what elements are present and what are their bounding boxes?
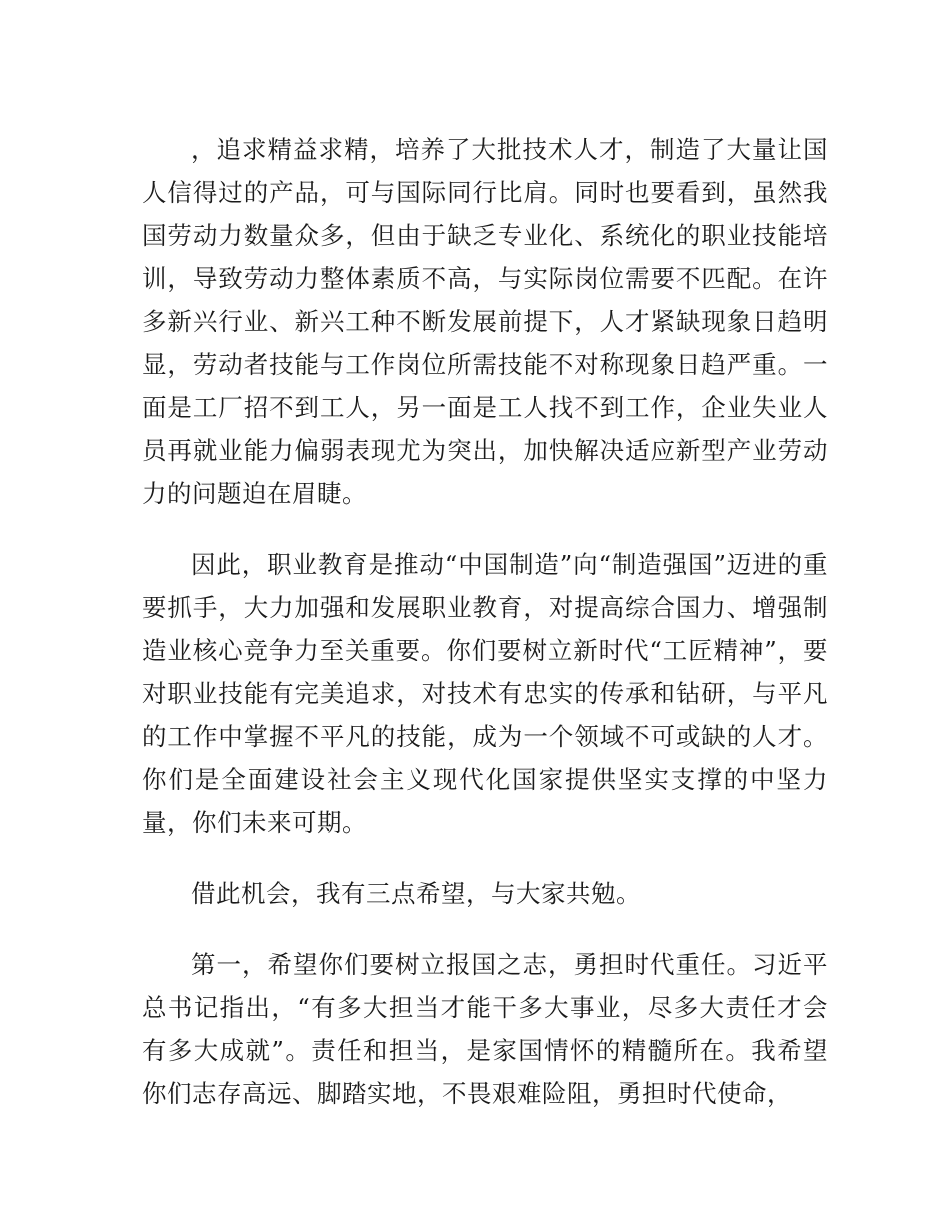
document-body bbox=[142, 128, 828, 1143]
paragraph-4: 第一，希望你们要树立报国之志，勇担时代重任。习近平总书记指出，“有多大担当才能干多大事业，尽多大责任才会有多大成就”。责任和担当，是家国情怀的精髓所在。我希望你们志存高远、脚踏实地，不畏艰难险阻，勇担时代使命， bbox=[142, 950, 828, 1108]
paragraph-3: 借此机会，我有三点希望，与大家共勉。 bbox=[191, 879, 641, 908]
paragraph-1: ，追求精益求精，培养了大批技术人才，制造了大量让国人信得过的产品，可与国际同行比肩。同时也要看到，虽然我国劳动力数量众多，但由于缺乏专业化、系统化的职业技能培训，导致劳动力整体素质不高，与实际岗位需要不匹配。在许多新兴行业、新兴工种不断发展前提下，人才紧缺现象日趋明显，劳动者技能与工作岗位所需技能不对称现象日趋严重。一面是工厂招不到工人，另一面是工人找不到工作，企业失业人员再就业能力偏弱表现尤为突出，加快解决适应新型产业劳动力的问题迫在眉睫。 bbox=[142, 135, 828, 508]
paragraph-2: 因此，职业教育是推动“中国制造”向“制造强国”迈进的重要抓手，大力加强和发展职业教育，对提高综合国力、增强制造业核心竞争力至关重要。你们要树立新时代“工匠精神”，要对职业技能有完美追求，对技术有忠实的传承和钻研，与平凡的工作中掌握不平凡的技能，成为一个领域不可或缺的人才。你们是全面建设社会主义现代化国家提供坚实支撑的中坚力量，你们未来可期。 bbox=[142, 550, 828, 837]
